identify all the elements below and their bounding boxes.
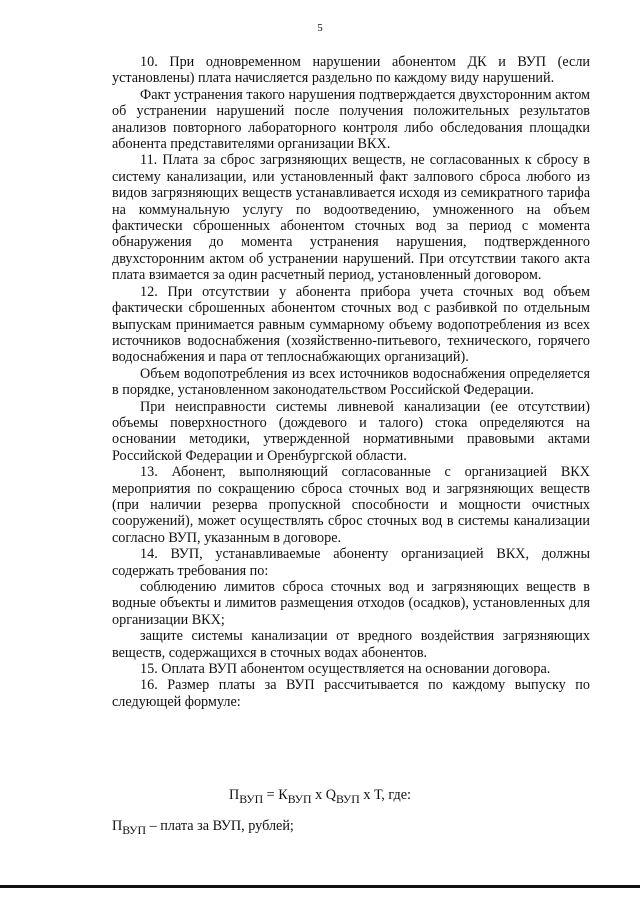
document-body — [112, 54, 590, 710]
paragraph-15: 15. Оплата ВУП абонентом осуществляется на основании договора. — [140, 661, 551, 678]
paragraph-10: 10. При одновременном нарушении абонентом ДК и ВУП (если установлены) плата начисляется раздельно по каждому виду нарушений. — [112, 54, 590, 87]
paragraph-14-item-1: соблюдению лимитов сброса сточных вод и загрязняющих веществ в водные объекты и лимитов размещения отходов (осадков), установленных для организации ВКХ; — [112, 579, 590, 628]
formula-k-subscript: ВУП — [287, 791, 312, 806]
formula-p-subscript: ВУП — [239, 791, 264, 806]
definition-symbol: П — [112, 818, 123, 834]
formula-definition — [112, 818, 294, 838]
paragraph-10-fact: Факт устранения такого нарушения подтверждается двухсторонним актом об устранении нарушений после получения положительных результатов анализов повторного лабораторного контроля либо обследования площадки абонента представителями организации ВКХ. — [112, 86, 590, 153]
definition-subscript: ВУП — [122, 822, 147, 837]
paragraph-11: 11. Плата за сброс загрязняющих веществ, не согласованных к сбросу в систему канализации, или установленный факт залпового сброса любого из видов загрязняющих веществ устанавливается исходя из семикратного тарифа на коммунальную услугу по водоотведению, умноженного на объем фактически сброшенных абонентом сточных вод за период с момента обнаружения до момента устранения нарушения, подтвержденного двухсторонним актом об устранении нарушений. При отсутствии такого акта плата взимается за один расчетный период, установленный договором. — [112, 152, 590, 284]
paragraph-16: 16. Размер платы за ВУП рассчитывается по каждому выпуску по следующей формуле: — [112, 677, 590, 710]
page-number: 5 — [317, 22, 323, 34]
definition-text: – плата за ВУП, рублей; — [146, 818, 294, 834]
paragraph-12: 12. При отсутствии у абонента прибора учета сточных вод объем фактически сброшенных абонентом сточных вод с разбивкой по отдельным выпускам принимается равным суммарному объему водопотребления из всех источников водоснабжения (хозяйственно-питьевого, технического, горячего водоснабжения и пара от теплоснабжающих организаций). — [112, 283, 590, 366]
fee-formula — [0, 787, 640, 807]
formula-times: х — [311, 787, 326, 803]
formula-q-subscript: ВУП — [336, 791, 360, 806]
paragraph-14-item-2: защите системы канализации от вредного воздействия загрязняющих веществ, содержащихся в сточных водах абонентов. — [112, 628, 590, 661]
bottom-scan-edge — [0, 885, 640, 888]
formula-tail: х Т, где: — [359, 787, 411, 803]
formula-p-symbol: П — [229, 787, 240, 803]
paragraph-13: 13. Абонент, выполняющий согласованные с организацией ВКХ мероприятия по сокращению сброса сточных вод и загрязняющих веществ (при наличии резерва пропускной способности и мощности очистных сооружений), может осуществлять сброс сточных вод в системы канализации согласно ВУП, указанным в договоре. — [112, 464, 590, 546]
formula-equals: = — [263, 787, 279, 803]
paragraph-12-storm: При неисправности системы ливневой канализации (ее отсутствии) объемы поверхностного (дождевого и талого) стока определяются на основании методики, утвержденной нормативными правовыми актами Российской Федерации и Оренбургской области. — [112, 398, 590, 464]
formula-k-symbol: К — [278, 787, 288, 803]
formula-q-symbol: Q — [325, 787, 336, 803]
paragraph-12-volume: Объем водопотребления из всех источников водоснабжения определяется в порядке, установленном законодательством Российской Федерации. — [112, 365, 590, 399]
paragraph-14: 14. ВУП, устанавливаемые абоненту организацией ВКХ, должны содержать требования по: — [112, 546, 590, 579]
